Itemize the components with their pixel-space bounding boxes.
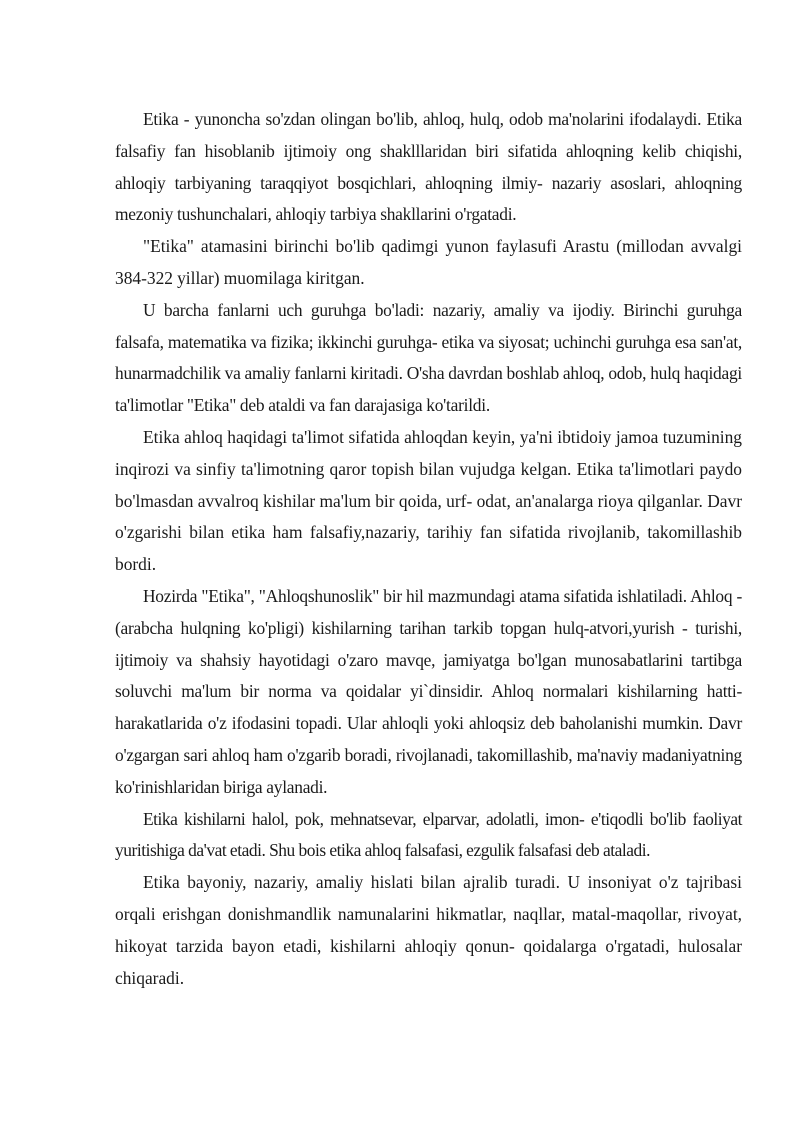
paragraph-etika-taraqqiyoti: Etika ahloq haqidagi ta'limot sifatida ahloqdan keyin, ya'ni ibtidoiy jamoa tuzumining inqirozi va sinfiy ta'limotning qaror topish bilan vujudga kelgan. Etika ta'limotlari paydo bo'lmasdan avvalroq kishilar ma'lum bir qoida, urf- odat, an'analarga rioya qilganlar. Davr o'zgarishi bilan etika ham falsafiy,nazariy, tarihiy fan sifatida rivojlanib, takomillashib bordi. [115, 426, 742, 575]
paragraph-etika-definition: Etika - yunoncha so'zdan olingan bo'lib, ahloq, hulq, odob ma'nolarini ifodalaydi. Etika falsafiy fan hisoblanib ijtimoiy ong shaklllaridan biri sifatida ahloqning kelib chiqishi, ahloqiy tarbiyaning taraqqiyot bosqichlari, ahloqning ilmiy- nazariy asoslari, ahloqning mezoniy tushunchalari, ahloqiy tarbiya shakllarini o'rgatadi. [115, 109, 742, 225]
paragraph-arastu: "Etika" atamasini birinchi bo'lib qadimgi yunon faylasufi Arastu (millodan avvalgi 384-322 yillar) muomilaga kiritgan. [115, 236, 742, 288]
paragraph-fan-guruhlari: U barcha fanlarni uch guruhga bo'ladi: nazariy, amaliy va ijodiy. Birinchi guruhga falsafa, matematika va fizika; ikkinchi guruhga- etika va siyosat; uchinchi guruhga esa san'at, hunarmadchilik va amaliy fanlarni kiritadi. O'sha davrdan boshlab ahloq, odob, hulq haqidagi ta'limotlar "Etika" deb ataldi va fan darajasiga ko'tarildi. [115, 299, 742, 416]
paragraph-etika-davati: Etika kishilarni halol, pok, mehnatsevar, elparvar, adolatli, imon- e'tiqodli bo'lib faoliyat yuritishiga da'vat etadi. Shu bois etika ahloq falsafasi, ezgulik falsafasi deb ataladi. [115, 808, 742, 861]
paragraph-ahloq-tushunchasi: Hozirda "Etika", "Ahloqshunoslik" bir hil mazmundagi atama sifatida ishlatiladi. Ahloq - (arabcha hulqning ko'pligi) kishilarning tarihan tarkib topgan hulq-atvori,yurish - turishi, ijtimoiy va shahsiy hayotidagi o'zaro mavqe, jamiyatga bo'lgan munosabatlarini tartibga soluvchi ma'lum bir norma va qoidalar yi`dinsidir. Ahloq normalari kishilarning hatti- harakatlarida o'z ifodasini topadi. Ular ahloqli yoki ahloqsiz deb baholanishi mumkin. Davr o'zgargan sari ahloq ham o'zgarib boradi, rivojlanadi, takomillashib, ma'naviy madaniyatning ko'rinishlaridan biriga aylanadi. [115, 585, 742, 797]
document-body [115, 104, 742, 994]
paragraph-etika-hislatlari: Etika bayoniy, nazariy, amaliy hislati bilan ajralib turadi. U insoniyat o'z tajribasi orqali erishgan donishmandlik namunalarini hikmatlar, naqllar, matal-maqollar, rivoyat, hikoyat tarzida bayon etadi, kishilarni ahloqiy qonun- qoidalarga o'rgatadi, hulosalar chiqaradi. [115, 872, 742, 988]
